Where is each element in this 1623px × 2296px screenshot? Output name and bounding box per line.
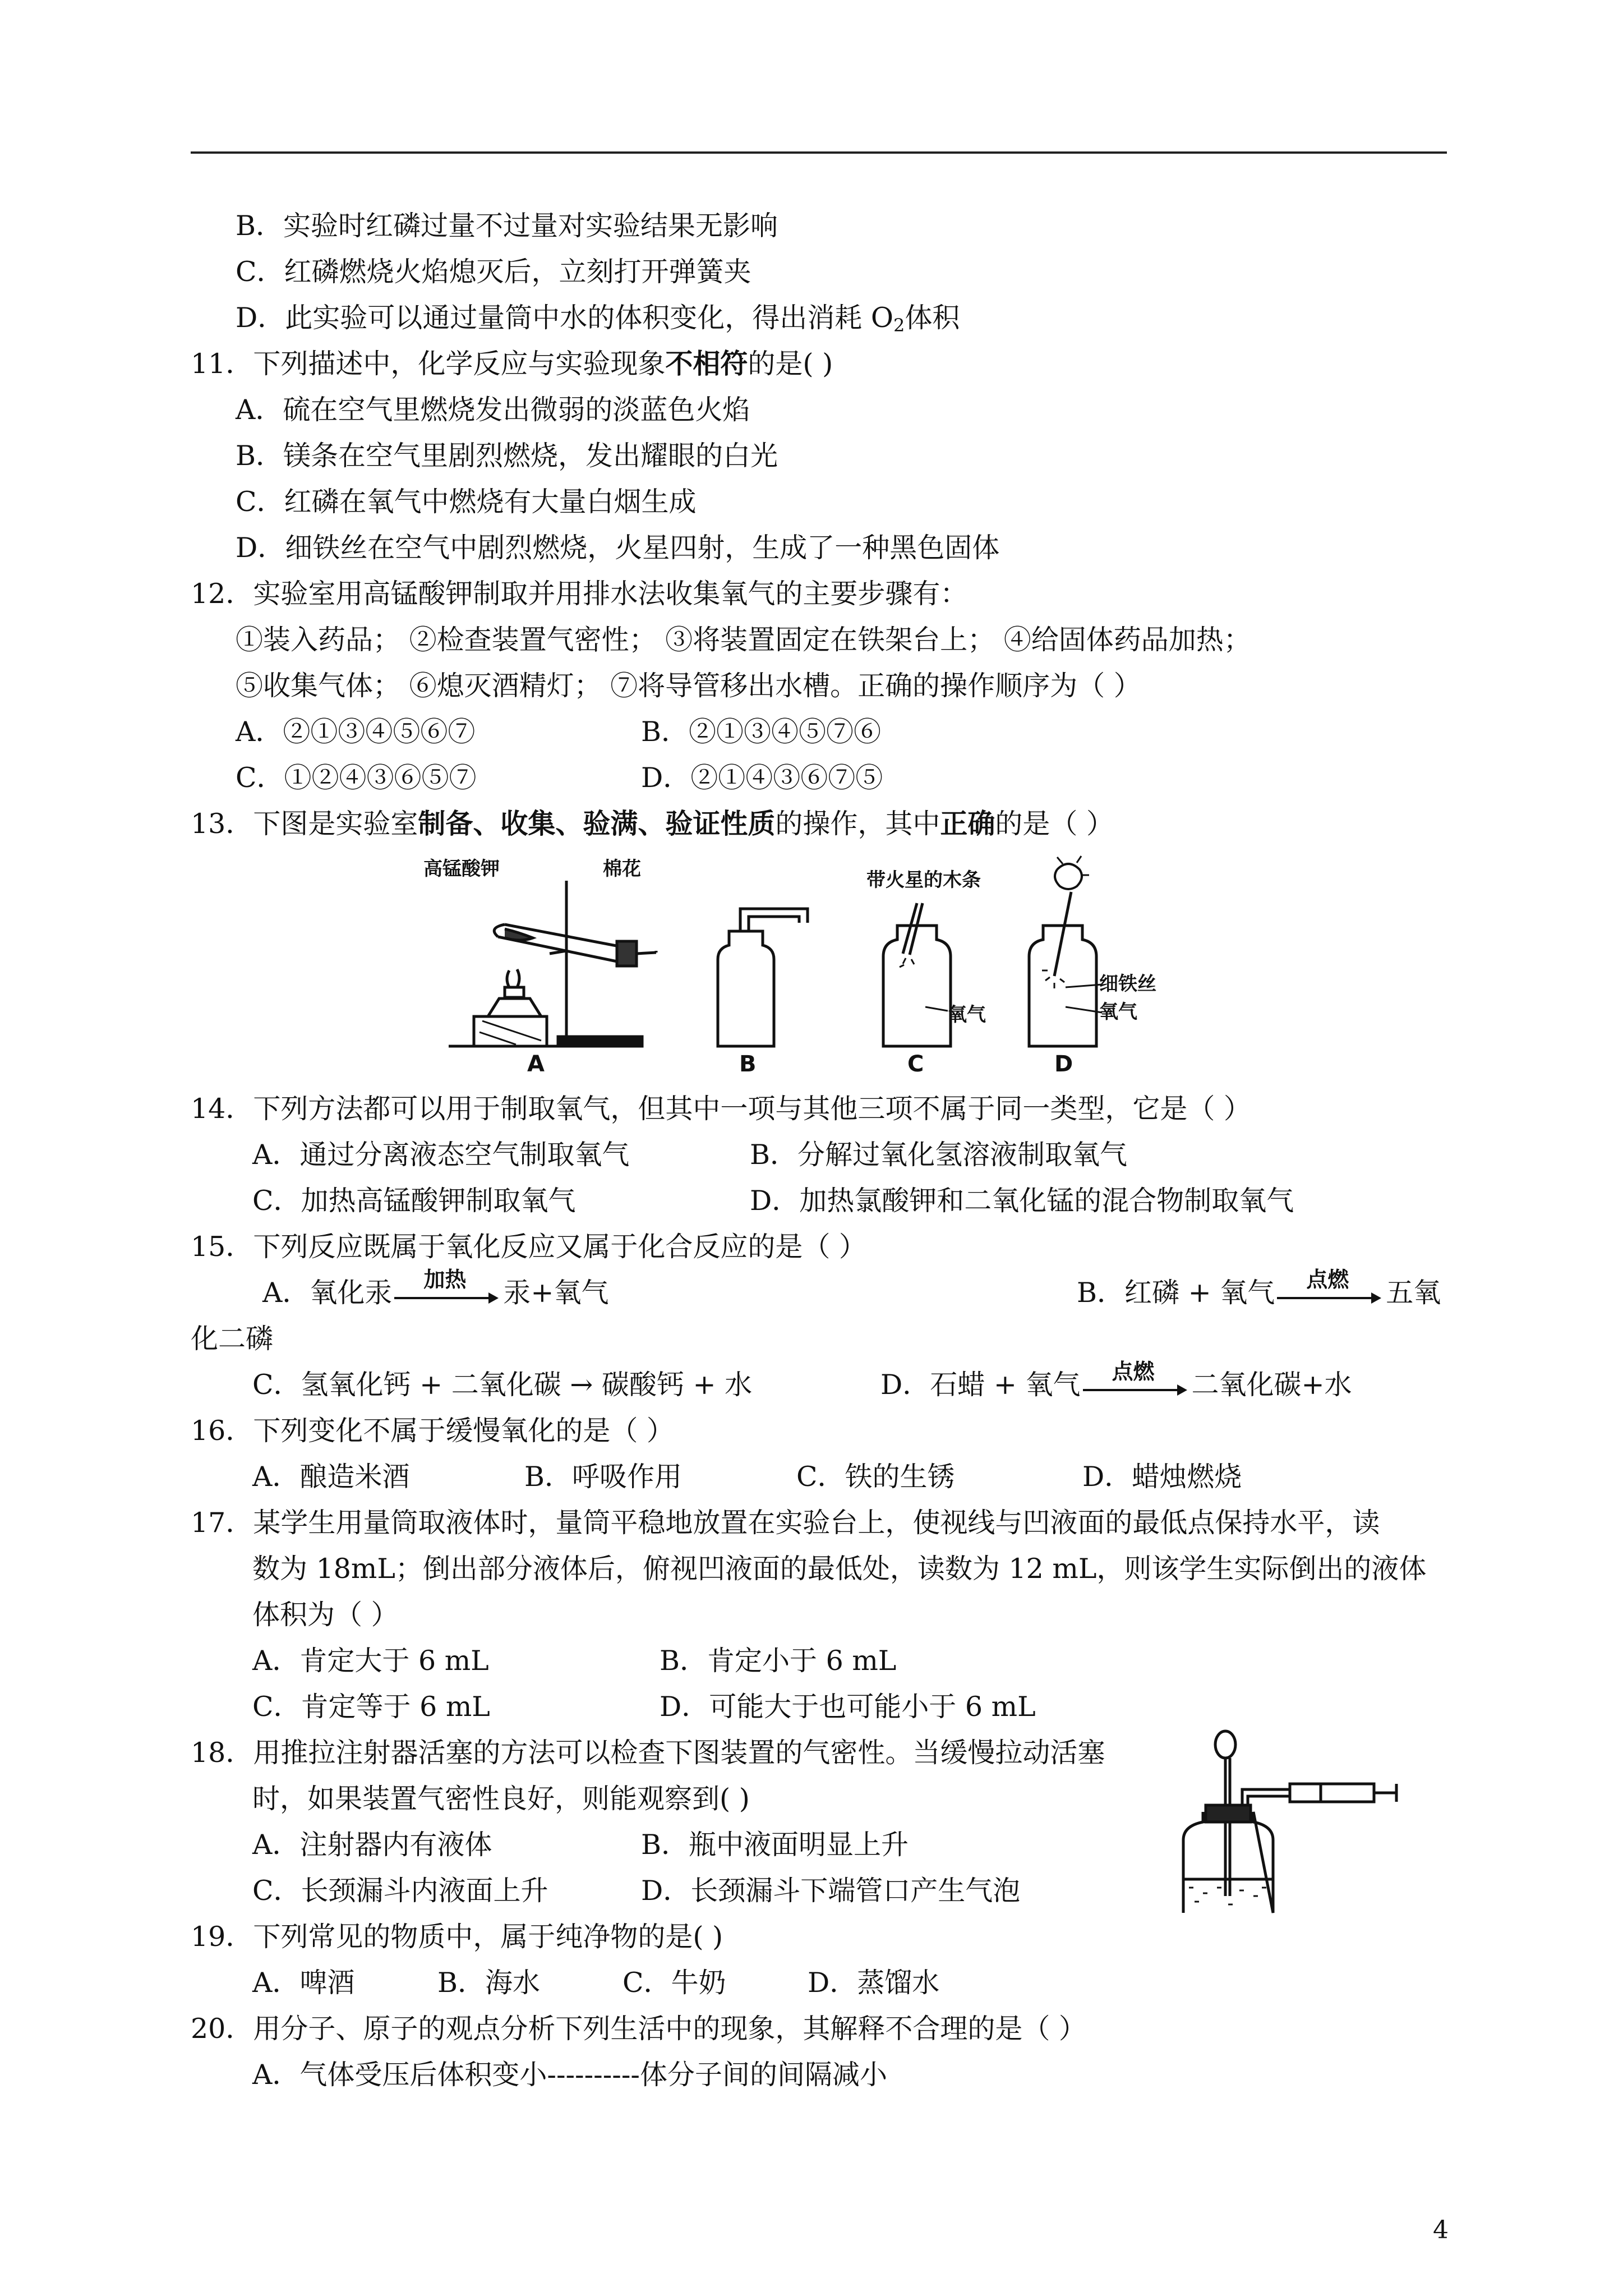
figure-a-heating-apparatus bbox=[449, 881, 656, 1046]
q17-stem-line1: 17．某学生用量筒取液体时，量筒平稳地放置在实验台上，使视线与凹液面的最低点保持水平，读 bbox=[191, 1507, 1380, 1539]
q18-option-b: B．瓶中液面明显上升 bbox=[641, 1829, 909, 1861]
q18-option-d: D．长颈漏斗下端管口产生气泡 bbox=[641, 1875, 1021, 1907]
q16-option-d: D．蜡烛燃烧 bbox=[1082, 1461, 1242, 1493]
q18-option-a: A．注射器内有液体 bbox=[252, 1829, 492, 1861]
label-oxygen-c: 氧气 bbox=[948, 1004, 986, 1026]
q16-option-b: B．呼吸作用 bbox=[524, 1461, 683, 1493]
q14-option-c: C．加热高锰酸钾制取氧气 bbox=[252, 1185, 576, 1217]
q11-stem: 11．下列描述中，化学反应与实验现象不相符的是( ) bbox=[191, 347, 833, 380]
q18-option-c: C．长颈漏斗内液面上升 bbox=[252, 1875, 548, 1907]
q13-stem: 13．下图是实验室制备、收集、验满、验证性质的操作，其中正确的是（ ） bbox=[191, 807, 1114, 840]
label-potassium-permanganate: 高锰酸钾 bbox=[423, 858, 500, 880]
q16-stem: 16．下列变化不属于缓慢氧化的是（ ） bbox=[191, 1415, 674, 1447]
q14-option-b: B．分解过氧化氢溶液制取氧气 bbox=[750, 1139, 1128, 1171]
page-number: 4 bbox=[1433, 2216, 1449, 2244]
q15-option-b: B．红磷 + 氧气 点燃 五氧 bbox=[1077, 1267, 1441, 1309]
q19-option-b: B．海水 bbox=[437, 1967, 541, 1999]
q17-stem-line3: 体积为（ ） bbox=[252, 1599, 399, 1631]
q15-stem: 15．下列反应既属于氧化反应又属于化合反应的是（ ） bbox=[191, 1231, 866, 1263]
label-iron-wire: 细铁丝 bbox=[1099, 973, 1156, 995]
q15-option-a: A．氧化汞 加热 汞+氧气 bbox=[262, 1267, 609, 1309]
q17-option-d: D．可能大于也可能小于 6 mL bbox=[660, 1691, 1036, 1723]
header-rule bbox=[191, 151, 1447, 154]
q17-option-b: B．肯定小于 6 mL bbox=[660, 1645, 897, 1677]
q13-apparatus-figure bbox=[423, 858, 1178, 1083]
label-glowing-splint: 带火星的木条 bbox=[866, 869, 981, 891]
q18-stem-line2: 时，如果装置气密性良好，则能观察到( ) bbox=[252, 1783, 750, 1815]
q20-stem: 20．用分子、原子的观点分析下列生活中的现象，其解释不合理的是（ ） bbox=[191, 2013, 1086, 2045]
reaction-arrow-ignite: 点燃 bbox=[1277, 1281, 1384, 1309]
q12-stem: 12．实验室用高锰酸钾制取并用排水法收集氧气的主要步骤有： bbox=[191, 578, 968, 610]
q20-option-a: A．气体受压后体积变小----------体分子间的间隔减小 bbox=[252, 2059, 887, 2091]
reaction-arrow-ignite: 点燃 bbox=[1083, 1373, 1189, 1401]
q14-option-a: A．通过分离液态空气制取氧气 bbox=[252, 1139, 630, 1171]
q15-option-d: D．石蜡 + 氧气 点燃 二氧化碳+水 bbox=[880, 1359, 1352, 1401]
q12-steps-line1: ①装入药品； ②检查装置气密性； ③将装置固定在铁架台上； ④给固体药品加热； bbox=[236, 624, 1251, 656]
figure-label-c: C bbox=[907, 1051, 924, 1077]
q11-option-d: D．细铁丝在空气中剧烈燃烧，火星四射，生成了一种黑色固体 bbox=[236, 532, 1000, 564]
q19-option-a: A．啤酒 bbox=[252, 1967, 355, 1999]
q12-option-c: C．①②④③⑥⑤⑦ bbox=[236, 762, 477, 794]
q10-option-c: C．红磷燃烧火焰熄灭后，立刻打开弹簧夹 bbox=[236, 256, 751, 288]
figure-label-b: B bbox=[739, 1051, 757, 1077]
figure-label-d: D bbox=[1054, 1051, 1073, 1077]
q19-option-c: C．牛奶 bbox=[623, 1967, 726, 1999]
figure-b-collecting-bottle bbox=[718, 909, 808, 1046]
q15-option-c: C．氢氧化钙 + 二氧化碳 → 碳酸钙 + 水 bbox=[252, 1369, 753, 1401]
q17-option-c: C．肯定等于 6 mL bbox=[252, 1691, 490, 1723]
figure-label-a: A bbox=[527, 1051, 545, 1077]
q14-stem: 14．下列方法都可以用于制取氧气，但其中一项与其他三项不属于同一类型，它是（ ） bbox=[191, 1093, 1251, 1125]
q17-stem-line2: 数为 18mL；倒出部分液体后，俯视凹液面的最低处，读数为 12 mL，则该学生实际倒出的液体 bbox=[252, 1553, 1427, 1585]
q10-option-b: B．实验时红磷过量不过量对实验结果无影响 bbox=[236, 210, 778, 242]
q19-stem: 19．下列常见的物质中，属于纯净物的是( ) bbox=[191, 1921, 723, 1953]
q11-option-a: A．硫在空气里燃烧发出微弱的淡蓝色火焰 bbox=[236, 394, 750, 426]
q18-stem-line1: 18．用推拉注射器活塞的方法可以检查下图装置的气密性。当缓慢拉动活塞 bbox=[191, 1737, 1105, 1769]
q11-option-c: C．红磷在氧气中燃烧有大量白烟生成 bbox=[236, 486, 697, 518]
q16-option-c: C．铁的生锈 bbox=[796, 1461, 955, 1493]
q15-option-b-wrap: 化二磷 bbox=[191, 1323, 274, 1355]
q18-syringe-apparatus-figure bbox=[1172, 1728, 1402, 1918]
q17-option-a: A．肯定大于 6 mL bbox=[252, 1645, 489, 1677]
figure-c-splint-test bbox=[883, 903, 951, 1046]
q10-option-d: D．此实验可以通过量筒中水的体积变化，得出消耗 $O_2$体积 bbox=[236, 302, 960, 336]
q16-option-a: A．酿造米酒 bbox=[252, 1461, 410, 1493]
q14-option-d: D．加热氯酸钾和二氧化锰的混合物制取氧气 bbox=[750, 1185, 1294, 1217]
label-oxygen-d: 氧气 bbox=[1099, 1001, 1137, 1023]
q12-option-d: D．②①④③⑥⑦⑤ bbox=[641, 762, 883, 794]
q11-option-b: B．镁条在空气里剧烈燃烧，发出耀眼的白光 bbox=[236, 440, 778, 472]
reaction-arrow-heat: 加热 bbox=[394, 1281, 501, 1309]
subscript-2: 2 bbox=[893, 315, 905, 336]
label-cotton: 棉花 bbox=[603, 858, 641, 880]
q12-option-a: A．②①③④⑤⑥⑦ bbox=[236, 716, 476, 748]
q19-option-d: D．蒸馏水 bbox=[808, 1967, 940, 1999]
q12-option-b: B．②①③④⑤⑦⑥ bbox=[641, 716, 882, 748]
q12-steps-line2: ⑤收集气体； ⑥熄灭酒精灯； ⑦将导管移出水槽。正确的操作顺序为（ ） bbox=[236, 670, 1141, 702]
